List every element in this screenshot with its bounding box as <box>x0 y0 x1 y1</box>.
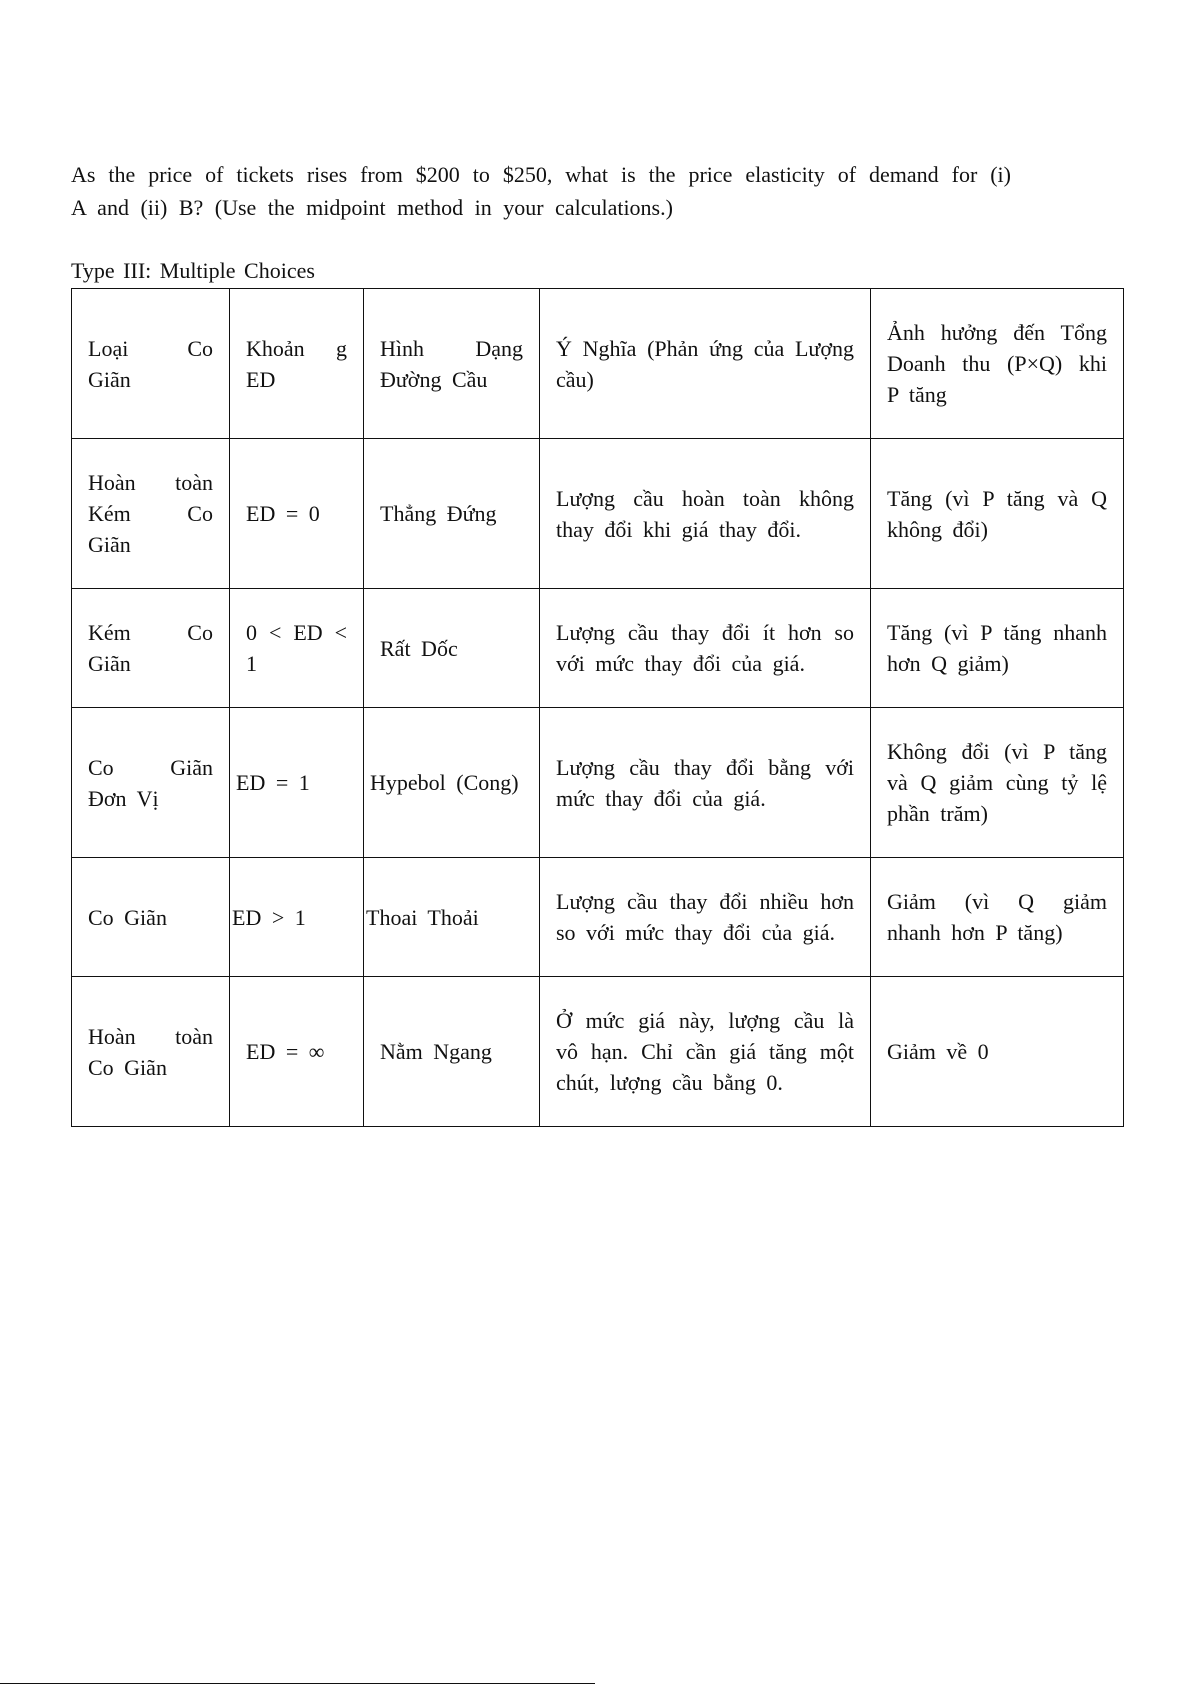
cell-revenue: Không đổi (vì P tăng và Q giảm cùng tỷ lệ phần trăm) <box>871 708 1124 858</box>
elasticity-table <box>71 288 1124 1127</box>
header-cell-type: Loại Co Giãn <box>72 289 230 439</box>
header-cell-revenue: Ảnh hưởng đến Tổng Doanh thu (P×Q) khi P tăng <box>871 289 1124 439</box>
cell-meaning: Ở mức giá này, lượng cầu là vô hạn. Chỉ cần giá tăng một chút, lượng cầu bằng 0. <box>540 977 871 1127</box>
header-cell-meaning: Ý Nghĩa (Phản ứng của Lượng cầu) <box>540 289 871 439</box>
cell-meaning: Lượng cầu thay đổi nhiều hơn so với mức thay đổi của giá. <box>540 858 871 977</box>
cell-shape: Thoai Thoải <box>364 858 540 977</box>
table-row <box>72 439 1124 589</box>
cell-shape: Rất Dốc <box>364 589 540 708</box>
cell-meaning: Lượng cầu thay đổi bằng với mức thay đổi của giá. <box>540 708 871 858</box>
cell-type: Hoàn toàn Co Giãn <box>72 977 230 1127</box>
cell-revenue: Giảm về 0 <box>871 977 1124 1127</box>
footer-divider <box>0 1683 595 1684</box>
cell-range: 0 < ED < 1 <box>230 589 364 708</box>
cell-type: Co Giãn Đơn Vị <box>72 708 230 858</box>
cell-revenue: Tăng (vì P tăng và Q không đổi) <box>871 439 1124 589</box>
table-row <box>72 977 1124 1127</box>
header-cell-range: Khoản g ED <box>230 289 364 439</box>
cell-revenue: Giảm (vì Q giảm nhanh hơn P tăng) <box>871 858 1124 977</box>
table-header-row <box>72 289 1124 439</box>
cell-range: ED = 1 <box>230 708 364 858</box>
cell-shape: Thẳng Đứng <box>364 439 540 589</box>
cell-range: ED = 0 <box>230 439 364 589</box>
cell-shape: Nằm Ngang <box>364 977 540 1127</box>
cell-range: ED = ∞ <box>230 977 364 1127</box>
cell-type: Co Giãn <box>72 858 230 977</box>
cell-type: Hoàn toàn Kém Co Giãn <box>72 439 230 589</box>
section-title: Type III: Multiple Choices <box>71 258 315 283</box>
cell-range: ED > 1 <box>230 858 364 977</box>
header-cell-shape: Hình Dạng Đường Cầu <box>364 289 540 439</box>
cell-type: Kém Co Giãn <box>72 589 230 708</box>
cell-meaning: Lượng cầu thay đổi ít hơn so với mức thay đổi của giá. <box>540 589 871 708</box>
cell-shape: Hypebol (Cong) <box>364 708 540 858</box>
table-row <box>72 858 1124 977</box>
cell-revenue: Tăng (vì P tăng nhanh hơn Q giảm) <box>871 589 1124 708</box>
table-row <box>72 708 1124 858</box>
table-row <box>72 589 1124 708</box>
cell-meaning: Lượng cầu hoàn toàn không thay đổi khi giá thay đổi. <box>540 439 871 589</box>
question-text: As the price of tickets rises from $200 to $250, what is the price elasticity of demand for (i) A and (ii) B? (Use the midpoint method in your calculations.) <box>71 162 1011 220</box>
